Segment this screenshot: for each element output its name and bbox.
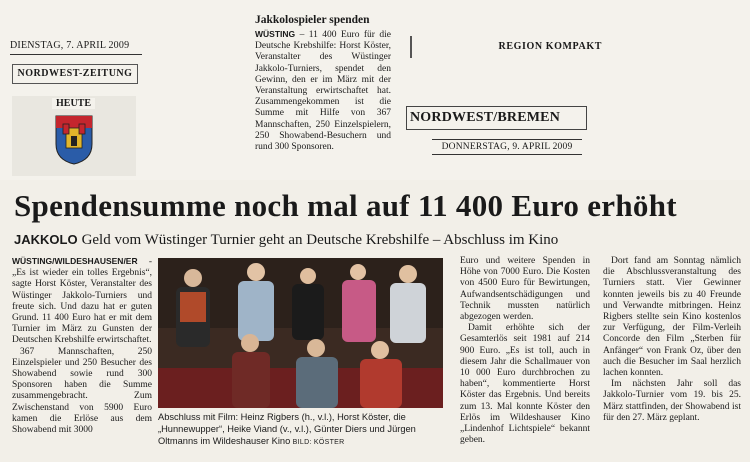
region-kompakt-header: REGION KOMPAKT xyxy=(410,36,606,58)
article-photo xyxy=(158,258,443,408)
column-4-paragraph-2: Im nächsten Jahr soll das Jakkolo-Turnier vom 19. bis 25. März stattfinden, der Showabend ist für den 27. März geplant. xyxy=(603,379,741,423)
column-1-paragraph-2: 367 Mannschaften, 250 Einzelspieler und 250 Besucher des Showabend sowie rund 300 Sponsoren haben die Summe zusammengebracht. Zum Zwischenstand von 5900 Euro kamen die Erlöse aus dem Showabend mit 3000 xyxy=(12,346,152,436)
article-subhead xyxy=(14,232,558,249)
right-date: DONNERSTAG, 9. APRIL 2009 xyxy=(432,139,582,155)
article-headline: Spendensumme noch mal auf 11 400 Euro erhöht xyxy=(14,188,677,223)
left-rule xyxy=(10,54,142,55)
photo-credit: BILD: KÖSTER xyxy=(292,439,345,446)
caption-text: Abschluss mit Film: Heinz Rigbers (h., v.l.), Horst Köster, die „Hunnewupper“, Heike Viand (v., v.l.), Günter Diers und Jürgen Oltmanns im Wildeshauser Kino xyxy=(158,412,416,446)
middle-clipping-text xyxy=(255,29,391,153)
photo-caption xyxy=(158,412,448,448)
article-column-3 xyxy=(460,256,590,446)
dateline: WÜSTING/WILDESHAUSEN/ER xyxy=(12,256,138,266)
heute-label: HEUTE xyxy=(52,98,95,109)
article-subhead-text: Geld vom Wüstinger Turnier geht an Deutsche Krebshilfe – Abschluss im Kino xyxy=(81,232,559,248)
left-date: DIENSTAG, 7. APRIL 2009 xyxy=(10,40,130,51)
article-column-4 xyxy=(603,256,741,424)
middle-clipping-lead: WÜSTING xyxy=(255,29,296,39)
column-4-paragraph-1: Dort fand am Sonntag nämlich die Abschlussveranstaltung des Turniers statt. Vier Gewinner konnten jeweils bis zu 40 Freunde und Verwandte mitbringen. Heinz Rigbers stellte sein Kino kostenlos zur Verfügung, der Film-Verleih Concorde den Film „Sterben für Anfänger“ von Frank Oz, über den auch die Besucher im Saal herzlich lachen konnten. xyxy=(603,256,741,379)
middle-clipping xyxy=(255,14,395,178)
article-column-1 xyxy=(12,256,152,436)
middle-clipping-body: – 11 400 Euro für die Deutsche Krebshilfe: Horst Köster, Veranstalter des Wüstinger Jakkolo-Turniers, spendet den Gewinn, den er im März mit der Veranstaltung erwirtschaftet hat. Zusammengekommen ist die Summe mit Hilfe von 367 Mannschaften, 250 Einzelspielern, 250 Showabend-Besuchern und rund 300 Sponsoren. xyxy=(255,30,391,153)
left-clipping xyxy=(6,40,142,178)
column-1-paragraph-1 xyxy=(12,256,152,347)
section-header: NORDWEST/BREMEN xyxy=(406,106,587,130)
heute-box xyxy=(12,96,136,176)
column-3-paragraph-2: Damit erhöhte sich der Gesamterlös seit 1981 auf 214 900 Euro. „Es ist toll, auch in diesem Jahr die Schallmauer von 10 000 Euro durchbrochen zu haben“, kommentierte Horst Köster das Ergebnis. Und bereits zum 13. Mal konnte Köster den Erlös im Wildeshauser Kino „Lindenhof Lichtspiele“ bekannt geben. xyxy=(460,323,590,446)
article-kicker: JAKKOLO xyxy=(14,232,78,247)
left-paper-name: NORDWEST-ZEITUNG xyxy=(12,64,138,84)
column-3-paragraph-1: Euro und weitere Spenden in Höhe von 7000 Euro. Die Kosten von 4500 Euro für Bewirtungen, Aufwandsentschädigungen und Technik mussten natürlich abgezogen werden. xyxy=(460,256,590,323)
middle-clipping-title: Jakkolospieler spenden xyxy=(255,14,370,26)
town-crest-icon xyxy=(54,114,94,166)
column-1-text-1: - „Es ist wieder ein tolles Ergebnis“, sagte Horst Köster, Veranstalter des Wüstinger Jakkolo-Turniers und freute sich. Und dazu hat er guten Grund. 11 400 Euro hat er mit dem Turnier im März zu Gunsten der Deutschen Krebshilfe erwirtschaftet. xyxy=(12,257,152,346)
